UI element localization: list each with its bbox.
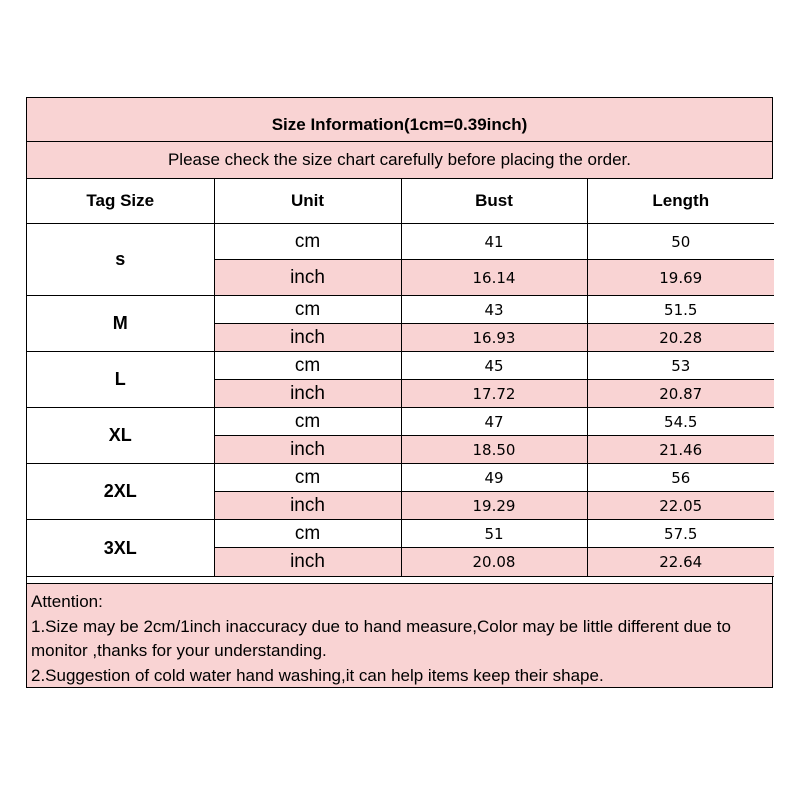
tag-size-cell: XL bbox=[27, 408, 214, 464]
header-row bbox=[27, 179, 774, 224]
unit-cell: cm bbox=[214, 296, 401, 324]
unit-cell: cm bbox=[214, 408, 401, 436]
chart-subtitle: Please check the size chart carefully before placing the order. bbox=[27, 142, 772, 179]
unit-cell: inch bbox=[214, 492, 401, 520]
bust-cell: 45 bbox=[401, 352, 587, 380]
header-unit: Unit bbox=[214, 179, 401, 224]
tag-size-cell: M bbox=[27, 296, 214, 352]
attention-heading: Attention: bbox=[31, 592, 103, 611]
length-cell: 51.5 bbox=[587, 296, 774, 324]
length-cell: 19.69 bbox=[587, 260, 774, 296]
bust-cell: 19.29 bbox=[401, 492, 587, 520]
length-cell: 56 bbox=[587, 464, 774, 492]
table-row bbox=[27, 464, 774, 492]
length-cell: 21.46 bbox=[587, 436, 774, 464]
length-cell: 22.05 bbox=[587, 492, 774, 520]
length-cell: 20.28 bbox=[587, 324, 774, 352]
unit-cell: cm bbox=[214, 520, 401, 548]
bust-cell: 20.08 bbox=[401, 548, 587, 577]
attention-line-1: 1.Size may be 2cm/1inch inaccuracy due to hand measure,Color may be little different due to monitor ,thanks for your understanding. bbox=[31, 616, 731, 660]
header-tag-size: Tag Size bbox=[27, 179, 214, 224]
bust-cell: 41 bbox=[401, 224, 587, 260]
tag-size-cell: L bbox=[27, 352, 214, 408]
length-cell: 22.64 bbox=[587, 548, 774, 577]
bust-cell: 17.72 bbox=[401, 380, 587, 408]
length-cell: 20.87 bbox=[587, 380, 774, 408]
tag-size-cell: s bbox=[27, 224, 214, 296]
unit-cell: cm bbox=[214, 352, 401, 380]
bust-cell: 16.93 bbox=[401, 324, 587, 352]
length-cell: 57.5 bbox=[587, 520, 774, 548]
unit-cell: inch bbox=[214, 436, 401, 464]
unit-cell: cm bbox=[214, 224, 401, 260]
length-cell: 53 bbox=[587, 352, 774, 380]
header-length: Length bbox=[587, 179, 774, 224]
unit-cell: inch bbox=[214, 548, 401, 577]
unit-cell: inch bbox=[214, 324, 401, 352]
bust-cell: 51 bbox=[401, 520, 587, 548]
table-row bbox=[27, 224, 774, 260]
unit-cell: cm bbox=[214, 464, 401, 492]
bust-cell: 18.50 bbox=[401, 436, 587, 464]
tag-size-cell: 2XL bbox=[27, 464, 214, 520]
bust-cell: 47 bbox=[401, 408, 587, 436]
table-row bbox=[27, 520, 774, 548]
tag-size-cell: 3XL bbox=[27, 520, 214, 577]
bust-cell: 43 bbox=[401, 296, 587, 324]
size-table bbox=[27, 179, 774, 577]
attention-notes bbox=[27, 583, 772, 687]
length-cell: 50 bbox=[587, 224, 774, 260]
bust-cell: 16.14 bbox=[401, 260, 587, 296]
table-row bbox=[27, 352, 774, 380]
bust-cell: 49 bbox=[401, 464, 587, 492]
header-bust: Bust bbox=[401, 179, 587, 224]
chart-title: Size Information(1cm=0.39inch) bbox=[27, 98, 772, 142]
unit-cell: inch bbox=[214, 380, 401, 408]
size-chart bbox=[26, 97, 773, 688]
table-row bbox=[27, 296, 774, 324]
length-cell: 54.5 bbox=[587, 408, 774, 436]
size-body bbox=[27, 224, 774, 577]
unit-cell: inch bbox=[214, 260, 401, 296]
table-row bbox=[27, 408, 774, 436]
attention-line-2: 2.Suggestion of cold water hand washing,it can help items keep their shape. bbox=[31, 665, 604, 685]
